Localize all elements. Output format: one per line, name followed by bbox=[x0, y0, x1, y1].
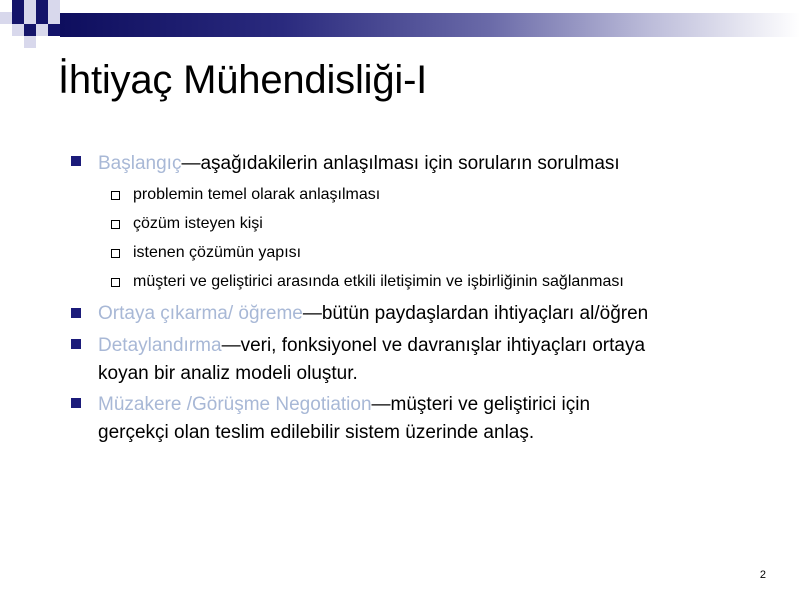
square-bullet-icon bbox=[71, 398, 81, 408]
sub-bullet-item: istenen çözümün yapısı bbox=[133, 244, 302, 261]
bullet-item-ortaya-cikarma bbox=[98, 302, 648, 326]
bullet-text: —veri, fonksiyonel ve davranışlar ihtiyaçları ortaya bbox=[221, 335, 646, 356]
bullet-text: —aşağıdakilerin anlaşılması için soruların sorulması bbox=[181, 153, 620, 174]
hollow-square-bullet-icon bbox=[111, 278, 120, 287]
bullet-item-detaylandirma bbox=[98, 334, 645, 358]
bullet-text: —müşteri ve geliştirici için bbox=[371, 394, 591, 415]
sub-bullet-item: müşteri ve geliştirici arasında etkili iletişimin ve işbirliğinin sağlanması bbox=[133, 273, 624, 290]
hollow-square-bullet-icon bbox=[111, 249, 120, 258]
bullet-text: —bütün paydaşlardan ihtiyaçları al/öğren bbox=[302, 303, 649, 324]
sub-bullet-item: çözüm isteyen kişi bbox=[133, 215, 263, 232]
sub-bullet-item: problemin temel olarak anlaşılması bbox=[133, 186, 381, 203]
bullet-term: Ortaya çıkarma/ öğreme bbox=[98, 303, 303, 324]
bullet-text-continuation: gerçekçi olan teslim edilebilir sistem üzerinde anlaş. bbox=[98, 422, 535, 443]
square-bullet-icon bbox=[71, 308, 81, 318]
hollow-square-bullet-icon bbox=[111, 191, 120, 200]
bullet-item-muzakere bbox=[98, 393, 590, 417]
hollow-square-bullet-icon bbox=[111, 220, 120, 229]
page-number: 2 bbox=[759, 569, 766, 581]
bullet-term: Müzakere /Görüşme Negotiation bbox=[98, 394, 372, 415]
bullet-term: Başlangıç bbox=[98, 153, 182, 174]
bullet-term: Detaylandırma bbox=[98, 335, 222, 356]
square-bullet-icon bbox=[71, 339, 81, 349]
slide-title: İhtiyaç Mühendisliği-I bbox=[58, 58, 428, 102]
bullet-item-baslangic bbox=[98, 152, 620, 176]
square-bullet-icon bbox=[71, 156, 81, 166]
bullet-text-continuation: koyan bir analiz modeli oluştur. bbox=[98, 363, 358, 384]
